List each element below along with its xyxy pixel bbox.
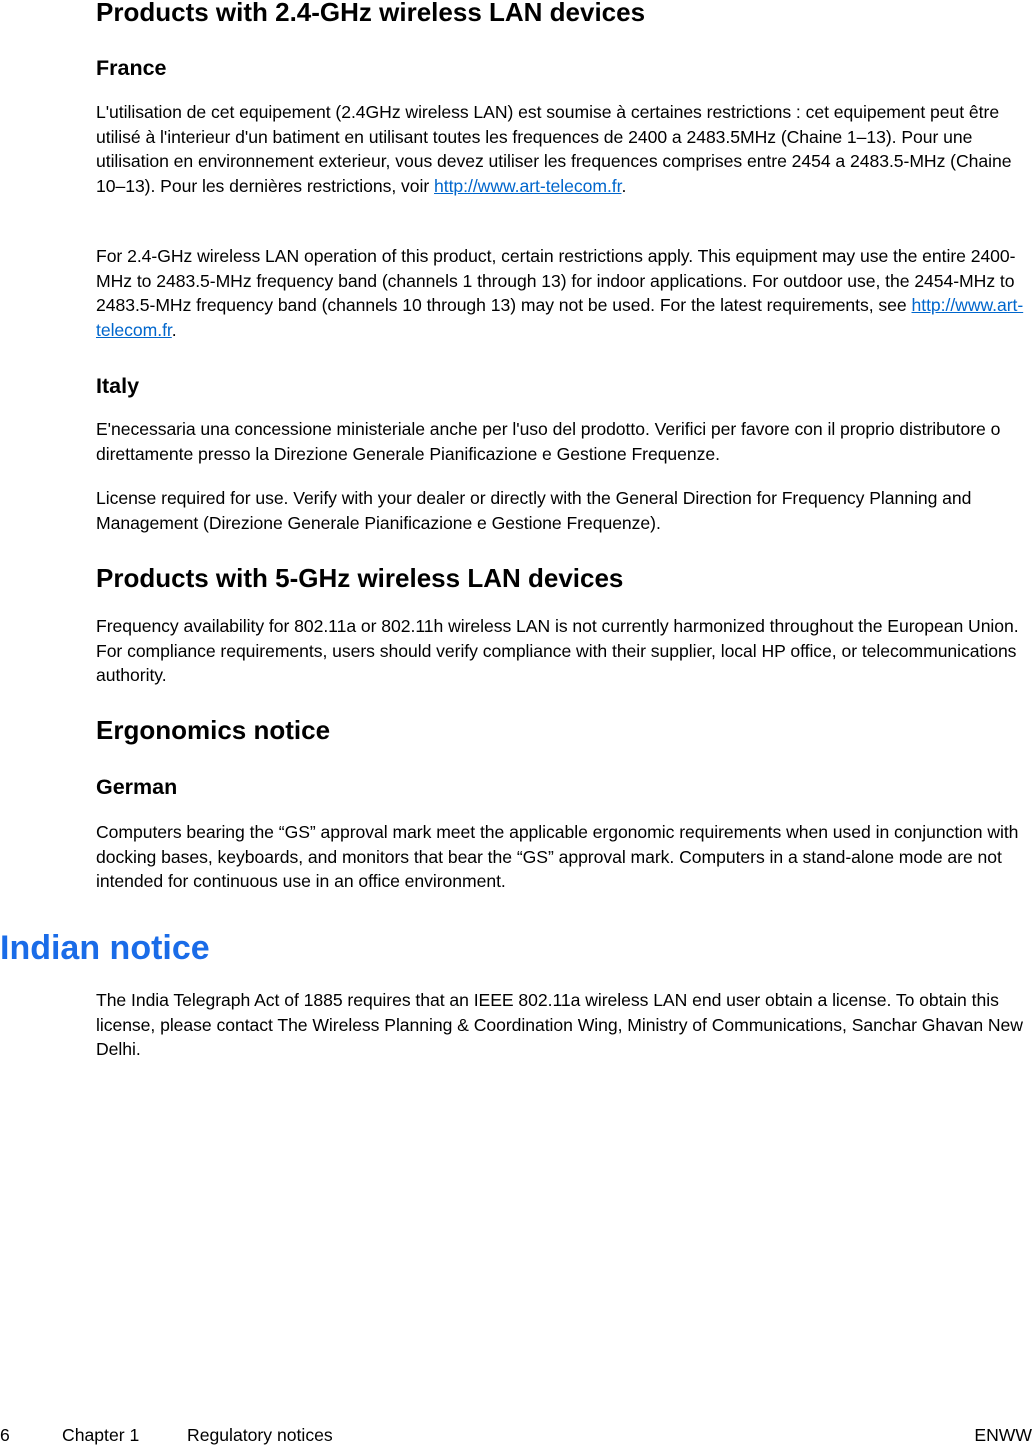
- indian-notice-paragraph: The India Telegraph Act of 1885 requires that an IEEE 802.11a wireless LAN end user obtain a license. To obtain this license, please contact The Wireless Planning & Coordination Wing, Ministry of Communications, Sanchar Ghavan New Delhi.: [96, 990, 1023, 1059]
- france-paragraph-french: [96, 100, 1028, 198]
- italy-paragraph-english: License required for use. Verify with your dealer or directly with the General Direction for Frequency Planning and Management (Direzione Generale Pianificazione e Gestione Frequenze).: [96, 488, 972, 533]
- subsection-title-german: German: [96, 775, 178, 799]
- france-paragraph-english: [96, 244, 1032, 342]
- france-paragraph-english-text: For 2.4-GHz wireless LAN operation of this product, certain restrictions apply. This equipment may use the entire 2400-MHz to 2483.5-MHz frequency band (channels 1 through 13) for indoor applications. For outdoor use, the 2454-MHz to 2483.5-MHz frequency band (channels 10 through 13) may not be used. For the latest requirements, see: [96, 246, 1016, 315]
- footer-page-number: 6: [0, 1425, 10, 1445]
- france-paragraph-french-text: L'utilisation de cet equipement (2.4GHz wireless LAN) est soumise à certaines restrictions : cet equipement peut être utilisé à l'interieur d'un batiment en utilisant toutes les frequences de 2400 a 2483.5MHz (Chaine 1–13). Pour une utilisation en environnement exterieur, vous devez utiliser les frequences comprises entre 2454 a 2483.5-MHz (Chaine 10–13). Pour les dernières restrictions, voir: [96, 102, 1012, 196]
- subsection-title-france: France: [96, 56, 167, 80]
- footer-chapter-title: Regulatory notices: [187, 1425, 333, 1445]
- chapter-title-indian-notice: Indian notice: [0, 929, 210, 967]
- subsection-title-italy: Italy: [96, 374, 140, 398]
- france-paragraph-french-end: .: [621, 175, 627, 196]
- france-paragraph-english-end: .: [171, 319, 177, 340]
- art-telecom-link-1[interactable]: http://www.art-telecom.fr: [434, 175, 622, 196]
- art-telecom-link-2[interactable]: http://www.art-telecom.fr: [96, 295, 1024, 340]
- italy-paragraph-italian: E'necessaria una concessione ministeriale anche per l'uso del prodotto. Verifici per favore con il proprio distributore o direttamente presso la Direzione Generale Pianificazione e Gestione Frequenze.: [96, 419, 1001, 464]
- wlan5-paragraph: Frequency availability for 802.11a or 802.11h wireless LAN is not currently harmonized throughout the European Union. For compliance requirements, users should verify compliance with their supplier, local HP office, or telecommunications authority.: [96, 616, 1019, 685]
- footer-chapter: Chapter 1: [62, 1425, 140, 1445]
- section-title-wlan24: Products with 2.4-GHz wireless LAN devices: [96, 0, 646, 27]
- german-paragraph: Computers bearing the “GS” approval mark meet the applicable ergonomic requirements when used in conjunction with docking bases, keyboards, and monitors that bear the “GS” approval mark. Computers in a stand-alone mode are not intended for continuous use in an office environment.: [96, 822, 1019, 891]
- footer-doc-code: ENWW: [974, 1425, 1032, 1445]
- section-title-wlan5: Products with 5-GHz wireless LAN devices: [96, 563, 624, 593]
- section-title-ergonomics: Ergonomics notice: [96, 715, 331, 745]
